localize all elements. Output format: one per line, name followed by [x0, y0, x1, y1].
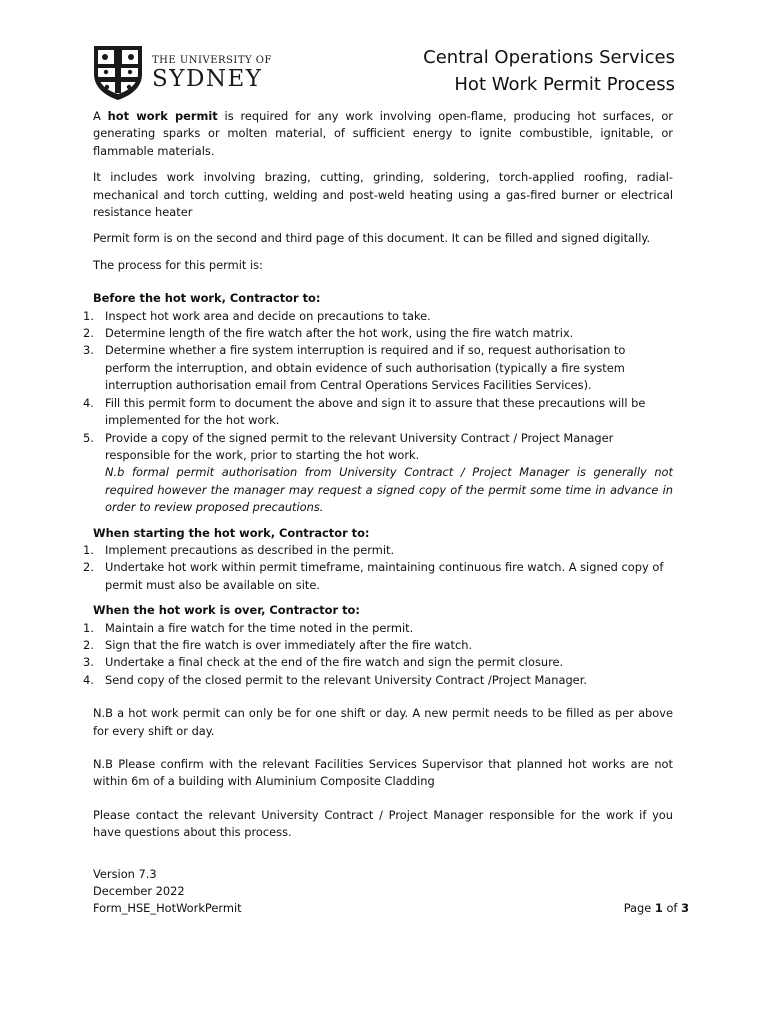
- version-text: Version 7.3: [93, 867, 157, 881]
- list-item: 3. Undertake a final check at the end of the fire watch and sign the permit closure.: [83, 655, 564, 670]
- over-steps-list: [83, 620, 673, 690]
- intro-paragraph-1: A hot work permit is required for any work involving open-flame, producing hot surfaces, or generating sparks or molten material, of sufficient energy to ignite combustible, ignitable, or flammable materials.: [93, 109, 673, 158]
- list-item: 1. Implement precautions as described in the permit.: [83, 542, 395, 557]
- section-heading-starting: When starting the hot work, Contractor to:: [93, 525, 370, 540]
- title-line1: Central Operations Services: [423, 47, 675, 68]
- document-body: [83, 108, 673, 851]
- list-item: 2. Undertake hot work within permit timeframe, maintaining continuous fire watch. A signed copy of permit must also be available on site.: [83, 560, 664, 592]
- university-logo: [92, 44, 272, 102]
- title-line2: Hot Work Permit Process: [454, 74, 675, 95]
- date-text: December 2022: [93, 884, 185, 898]
- contact-note: Please contact the relevant University Contract / Project Manager responsible for the work if you have questions about this process.: [93, 807, 673, 840]
- list-item: 2. Sign that the fire watch is over immediately after the fire watch.: [83, 637, 473, 652]
- starting-steps-list: [83, 542, 673, 594]
- page-number: Page 1 of 3: [623, 901, 689, 915]
- section-heading-over: When the hot work is over, Contractor to:: [93, 603, 360, 618]
- hot-work-permit-term: hot work permit: [107, 109, 218, 123]
- cladding-note: N.B Please confirm with the relevant Facilities Services Supervisor that planned hot works are not within 6m of a building with Aluminium Composite Cladding: [93, 757, 673, 789]
- list-item: 5. Provide a copy of the signed permit to the relevant University Contract / Project Manager responsible for the work, prior to starting the hot work. N.b formal permit authorisation from University Contract / Project Manager is generally not required however the manager may request a signed copy of the permit some time in advance in order to review proposed precautions.: [83, 430, 673, 517]
- before-steps-list: [83, 308, 673, 517]
- document-title: [423, 44, 675, 98]
- intro-paragraph-4: The process for this permit is:: [93, 257, 263, 272]
- section-heading-before: Before the hot work, Contractor to:: [93, 291, 321, 306]
- university-crest-icon: [92, 44, 144, 102]
- list-item: 4. Send copy of the closed permit to the relevant University Contract /Project Manager.: [83, 672, 587, 687]
- list-item: 1. Inspect hot work area and decide on precautions to take.: [83, 308, 431, 323]
- list-item: 1. Maintain a fire watch for the time noted in the permit.: [83, 620, 414, 635]
- document-footer: [93, 866, 689, 917]
- intro-paragraph-2: It includes work involving brazing, cutting, grinding, soldering, torch-applied roofing, radial-mechanical and torch cutting, welding and post-weld heating using a gas-fired burner or electrical resistance heater: [93, 170, 673, 220]
- form-id-text: Form_HSE_HotWorkPermit: [93, 901, 242, 915]
- shift-note: N.B a hot work permit can only be for one shift or day. A new permit needs to be filled as per above for every shift or day.: [93, 706, 673, 738]
- list-item: 2. Determine length of the fire watch after the hot work, using the fire watch matrix.: [83, 326, 574, 341]
- list-item: 4. Fill this permit form to document the above and sign it to assure that these precautions will be implemented for the hot work.: [83, 395, 646, 428]
- logo-line2: SYDNEY: [152, 66, 263, 92]
- logo-line1: THE UNIVERSITY OF: [152, 55, 272, 66]
- intro-paragraph-3: Permit form is on the second and third page of this document. It can be filled and signed digitally.: [93, 231, 651, 246]
- authorisation-note: N.b formal permit authorisation from University Contract / Project Manager is generally not required however the manager may request a signed copy of the permit some time in advance in order to review proposed precautions.: [105, 465, 673, 515]
- list-item: 3. Determine whether a fire system interruption is required and if so, request authorisation to perform the interruption, and obtain evidence of such authorisation (typically a fire system interruption authorisation email from Central Operations Services Facilities Services).: [83, 343, 626, 393]
